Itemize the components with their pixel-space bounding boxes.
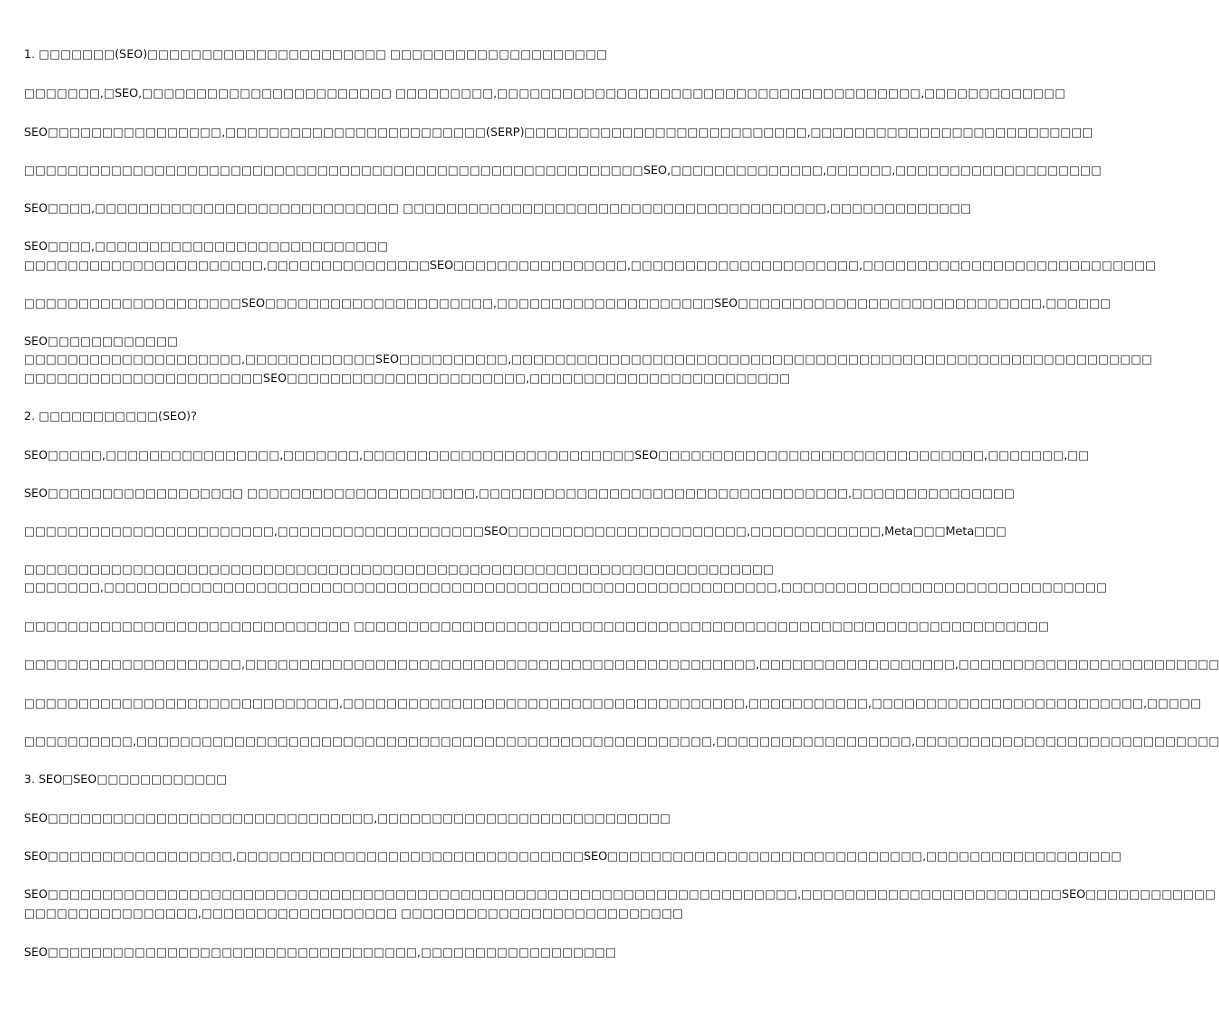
paragraph-line: □□□□□□□□□□□□□□□□□□□□□□□,□□□□□□□□□□□□□□□□□□□SEO□□□□□□□□□□□□□□□□□□□□□□,□□□□□□□□□□□□,Meta□□□Meta□□□ (24, 524, 1007, 538)
paragraph-line: □□□□□□□□□□□□□□□□□□□□,□□□□□□□□□□□□□□□□□□□□□□□□□□□□□□□□□□□□□□□□□□□□□□□,□□□□□□□□□□□□□□□□□□,□□□□□□□□□□□□□□□□□□□□□□□□ (24, 657, 1219, 671)
paragraph-line: □□□□□□□□□□,□□□□□□□□□□□□□□□□□□□□□□□□□□□□□□□□□□□□□□□□□□□□□□□□□□□□□,□□□□□□□□□□□□□□□□□□,□□□□□□□□□□□□□□□□□□□□□□□□□□□□ (24, 734, 1219, 748)
paragraph-line: □□□□□□□,□□□□□□□□□□□□□□□□□□□□□□□□□□□□□□□□□□□□□□□□□□□□□□□□□□□□□□□□□□□□□□,□□□□□□□□□□□□□□□□□□□□□□□□□□□□□□ (24, 580, 1107, 594)
paragraph-line: □□□□□□□□□□□□□□□□□□□□SEO□□□□□□□□□□□□□□□□□□□□□,□□□□□□□□□□□□□□□□□□□□SEO□□□□□□□□□□□□□□□□□□□□□□□□□□□□,□□□□□□ (24, 296, 1111, 310)
heading-section-2: 2. □□□□□□□□□□□(SEO)? (24, 409, 197, 423)
paragraph-line: □□□□□□□□□□□□□□□□□□□□□□□□□□□□□,□□□□□□□□□□□□□□□□□□□□□□□□□□□□□□□□□□□□□,□□□□□□□□□□□,□□□□□□□□□□□□□□□□□□□□□□□□□,□□□□□ (24, 696, 1202, 710)
paragraph-line: SEO□□□□□□□□□□□□□□□□□□□□□□□□□□□□□□,□□□□□□□□□□□□□□□□□□□□□□□□□□□ (24, 811, 671, 825)
paragraph-line: SEO□□□□□□□□□□□□□□□□□□□□□□□□□□□□□□□□□□,□□□□□□□□□□□□□□□□□□ (24, 945, 617, 959)
paragraph-line: □□□□□□□□□□□□□□□□□□□□□□□□□□□□□□□□□□□□□□□□□□□□□□□□□□□□□□□□□□□□□□□□□□□□□ (24, 562, 774, 576)
subheading-line: SEO□□□□,□□□□□□□□□□□□□□□□□□□□□□□□□□□ (24, 239, 389, 253)
paragraph-line: SEO□□□□,□□□□□□□□□□□□□□□□□□□□□□□□□□□□ □□□□□□□□□□□□□□□□□□□□□□□□□□□□□□□□□□□□□□□,□□□□□□□□□□□□□ (24, 201, 972, 215)
heading-section-1: 1. □□□□□□□(SEO)□□□□□□□□□□□□□□□□□□□□□□ □□□□□□□□□□□□□□□□□□□□ (24, 47, 608, 61)
paragraph-line: □□□□□□□,□SEO,□□□□□□□□□□□□□□□□□□□□□□□ □□□□□□□□□,□□□□□□□□□□□□□□□□□□□□□□□□□□□□□□□□□□□□□□□,□□□□□□□□□□□□□ (24, 86, 1066, 100)
paragraph-line: □□□□□□□□□□□□□□□□,□□□□□□□□□□□□□□□□□□ □□□□□□□□□□□□□□□□□□□□□□□□□□ (24, 906, 684, 920)
subheading-line: SEO□□□□□□□□□□□□ (24, 334, 179, 348)
paragraph-line: SEO□□□□□,□□□□□□□□□□□□□□□□,□□□□□□□,□□□□□□□□□□□□□□□□□□□□□□□□□SEO□□□□□□□□□□□□□□□□□□□□□□□□□□□□□□,□□□□□□□,□□ (24, 448, 1090, 462)
paragraph-line: □□□□□□□□□□□□□□□□□□□□□□,□□□□□□□□□□□□□□□SEO□□□□□□□□□□□□□□□□,□□□□□□□□□□□□□□□□□□□□□,□□□□□□□□□□□□□□□□□□□□□□□□□□□ (24, 258, 1156, 272)
paragraph-line: □□□□□□□□□□□□□□□□□□□□□□□□□□□□□□ □□□□□□□□□□□□□□□□□□□□□□□□□□□□□□□□□□□□□□□□□□□□□□□□□□□□□□□□□□□□□□□□ (24, 619, 1050, 633)
paragraph-line: SEO□□□□□□□□□□□□□□□□□,□□□□□□□□□□□□□□□□□□□□□□□□□□□□□□□□SEO□□□□□□□□□□□□□□□□□□□□□□□□□□□□□,□□□□□□□□□□□□□□□□□□ (24, 849, 1122, 863)
paragraph-line: □□□□□□□□□□□□□□□□□□□□,□□□□□□□□□□□□SEO□□□□□□□□□□,□□□□□□□□□□□□□□□□□□□□□□□□□□□□□□□□□□□□□□□□□□□□□□□□□□□□□□□□□□□ (24, 352, 1153, 366)
paragraph-line: □□□□□□□□□□□□□□□□□□□□□□□□□□□□□□□□□□□□□□□□□□□□□□□□□□□□□□□□□SEO,□□□□□□□□□□□□□□,□□□□□□,□□□□□□□□□□□□□□□□□□□ (24, 163, 1102, 177)
paragraph-line: SEO□□□□□□□□□□□□□□□□□□□□□□□□□□□□□□□□□□□□□□□□□□□□□□□□□□□□□□□□□□□□□□□□□□□□□,□□□□□□□□□□□□□□□□□□□□□□□□SEO□□□□□□□□□□□□ (24, 887, 1216, 901)
paragraph-line: SEO□□□□□□□□□□□□□□□□□□ □□□□□□□□□□□□□□□□□□□□□,□□□□□□□□□□□□□□□□□□□□□□□□□□□□□□□□□□,□□□□□□□□□□□□□□□ (24, 486, 1015, 500)
paragraph-line: SEO□□□□□□□□□□□□□□□□,□□□□□□□□□□□□□□□□□□□□□□□□(SERP)□□□□□□□□□□□□□□□□□□□□□□□□□□,□□□□□□□□□□□□□□□□□□□□□□□□□□ (24, 125, 1094, 139)
heading-section-3: 3. SEO□SEO□□□□□□□□□□□□ (24, 772, 228, 786)
paragraph-line: □□□□□□□□□□□□□□□□□□□□□□SEO□□□□□□□□□□□□□□□□□□□□□□,□□□□□□□□□□□□□□□□□□□□□□□□ (24, 371, 791, 385)
